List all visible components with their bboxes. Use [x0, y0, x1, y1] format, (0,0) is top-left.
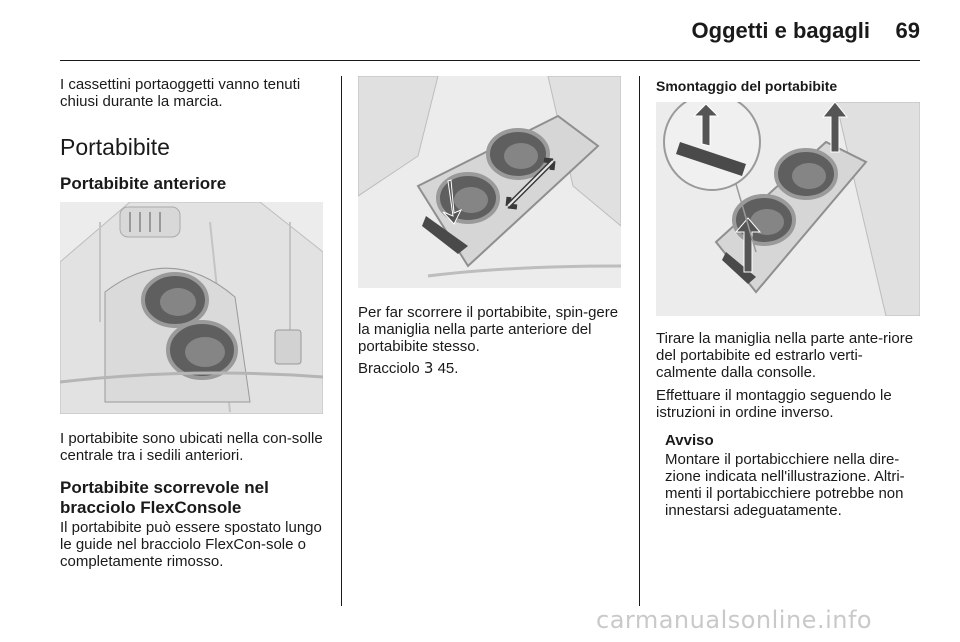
notice-text: Montare il portabicchiere nella dire-zione indicata nell'illustrazione. Altri-menti il portabicchiere potrebbe non innestarsi adeguatamente.: [665, 451, 905, 519]
sliding-description: Il portabibite può essere spostato lungo le guide nel bracciolo FlexCon-sole o completamente rimosso.: [60, 519, 322, 570]
slide-instruction: Per far scorrere il portabibite, spin-gere la maniglia nella parte anteriore del portabibite stesso.: [358, 304, 619, 355]
armrest-reference: [358, 360, 618, 377]
watermark: carmanualsonline.info: [596, 606, 873, 634]
intro-paragraph: I cassettini portaoggetti vanno tenuti chiusi durante la marcia.: [60, 76, 301, 110]
reference-label: Bracciolo: [358, 360, 420, 377]
running-header-title: Oggetti e bagagli: [691, 18, 870, 43]
subsection-title-sliding: Portabibite scorrevole nel bracciolo FlexConsole: [60, 478, 269, 517]
removal-instruction: Tirare la maniglia nella parte ante-riore del portabibite ed estrarlo verti-calmente dalla consolle.: [656, 330, 914, 381]
section-title: Portabibite: [60, 134, 170, 160]
subsection-title-front: Portabibite anteriore: [60, 174, 227, 193]
removal-title: Smontaggio del portabibite: [656, 78, 838, 94]
page-number: 69: [895, 18, 920, 43]
front-cupholder-illustration: [60, 202, 323, 414]
removal-illustration: [656, 102, 920, 316]
column-divider-left: [341, 76, 342, 606]
notice-title: Avviso: [665, 432, 714, 449]
front-cupholder-caption: I portabibite sono ubicati nella con-solle centrale tra i sedili anteriori.: [60, 430, 323, 464]
column-divider-right: [639, 76, 640, 606]
sliding-cupholder-illustration: [358, 76, 621, 288]
refit-instruction: Effettuare il montaggio seguendo le istruzioni in ordine inverso.: [656, 387, 892, 421]
reference-page: 45.: [437, 360, 459, 377]
page-reference-icon: 3: [423, 359, 434, 377]
header-rule: [60, 60, 920, 61]
